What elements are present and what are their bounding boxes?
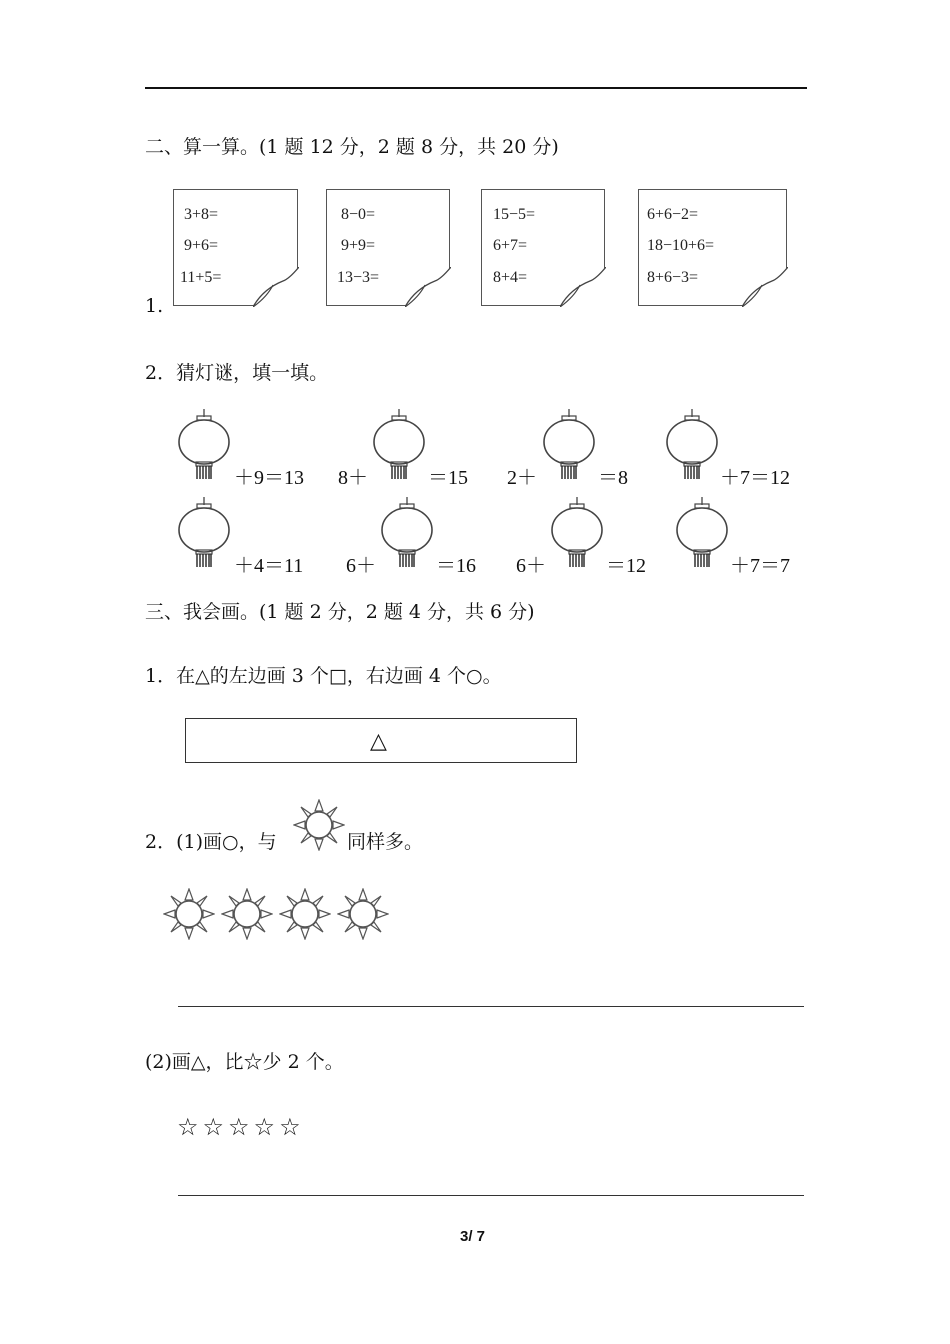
lantern-icon	[380, 497, 434, 569]
lantern-eq-4-after: ＋7＝12	[720, 467, 790, 489]
section2-title: 二、算一算。(1 题 12 分，2 题 8 分，共 20 分)	[145, 136, 559, 158]
calc-card-3	[481, 189, 605, 306]
page-number: 3/ 7	[460, 1228, 486, 1245]
sun-icon	[279, 888, 331, 944]
card-line: 13−3=	[337, 269, 380, 286]
lantern-eq-6-before: 6＋	[346, 555, 376, 577]
question1-label: 1.	[145, 295, 164, 317]
card-line: 8+6−3=	[647, 269, 699, 286]
triangle-symbol: △	[370, 729, 387, 754]
calc-card-1	[173, 189, 298, 306]
card-line: 9+6=	[184, 237, 219, 254]
sun-icon	[163, 888, 215, 944]
card-line: 8−0=	[341, 206, 376, 223]
card-line: 15−5=	[493, 206, 536, 223]
section3-q2-suffix: 同样多。	[347, 831, 424, 853]
card-line: 6+7=	[493, 237, 528, 254]
lantern-icon	[550, 497, 604, 569]
card-line: 9+9=	[341, 237, 376, 254]
question2-title: 2．猜灯谜，填一填。	[145, 362, 329, 384]
page-curl-icon	[253, 267, 299, 307]
card-line: 11+5=	[180, 269, 222, 286]
stars-row: ☆☆☆☆☆	[177, 1113, 305, 1141]
card-line: 3+8=	[184, 206, 219, 223]
page-curl-icon	[560, 267, 606, 307]
calc-card-2	[326, 189, 450, 306]
top-rule	[145, 87, 807, 89]
lantern-icon	[542, 409, 596, 481]
lantern-eq-5-after: ＋4＝11	[234, 555, 304, 577]
lantern-icon	[177, 409, 231, 481]
section3-q2-part2: (2)画△，比☆少 2 个。	[145, 1051, 344, 1073]
lantern-eq-7-after: ＝12	[606, 555, 646, 577]
lantern-icon	[372, 409, 426, 481]
calc-card-4	[638, 189, 787, 306]
sun-icon	[293, 799, 345, 855]
answer-line[interactable]	[178, 1195, 804, 1196]
drawing-box[interactable]	[185, 718, 577, 763]
card-line: 18−10+6=	[647, 237, 715, 254]
page-curl-icon	[405, 267, 451, 307]
section3-q1-text: 1．在△的左边画 3 个□，右边画 4 个○。	[145, 665, 502, 687]
answer-line[interactable]	[178, 1006, 804, 1007]
lantern-eq-2-after: ＝15	[428, 467, 468, 489]
lantern-eq-1-after: ＋9＝13	[234, 467, 304, 489]
lantern-eq-8-after: ＋7＝7	[730, 555, 790, 577]
lantern-eq-7-before: 6＋	[516, 555, 546, 577]
lantern-icon	[675, 497, 729, 569]
lantern-eq-2-before: 8＋	[338, 467, 368, 489]
section3-q2-prefix: 2．(1)画○，与	[145, 831, 277, 853]
lantern-eq-3-before: 2＋	[507, 467, 537, 489]
sun-icon	[337, 888, 389, 944]
lantern-eq-3-after: ＝8	[598, 467, 628, 489]
lantern-eq-6-after: ＝16	[436, 555, 476, 577]
page-curl-icon	[742, 267, 788, 307]
card-line: 6+6−2=	[647, 206, 699, 223]
lantern-icon	[177, 497, 231, 569]
lantern-icon	[665, 409, 719, 481]
sun-icon	[221, 888, 273, 944]
card-line: 8+4=	[493, 269, 528, 286]
section3-title: 三、我会画。(1 题 2 分，2 题 4 分，共 6 分)	[145, 601, 535, 623]
